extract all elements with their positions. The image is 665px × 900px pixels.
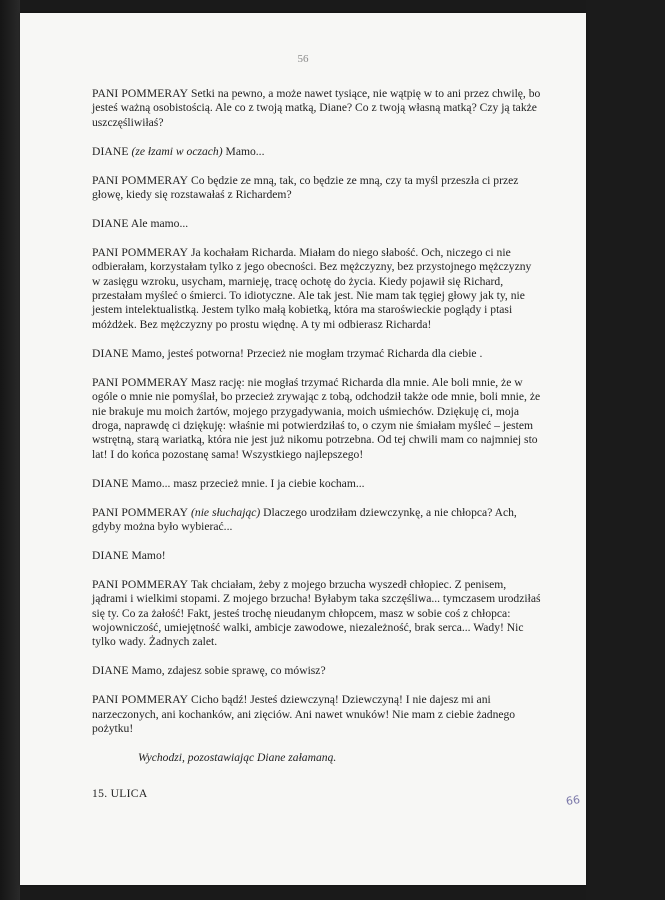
speaker-name: PANI POMMERAY	[92, 87, 189, 100]
speaker-name: DIANE	[92, 346, 129, 360]
dialogue-paragraph	[92, 217, 542, 231]
dialogue-body	[92, 87, 542, 816]
scan-right-strip	[586, 0, 665, 900]
dialogue-text: Mamo... masz przecież mnie. I ja ciebie kocham...	[131, 476, 365, 490]
dialogue-list	[92, 87, 542, 736]
stage-direction: Wychodzi, pozostawiając Diane załamaną.	[138, 750, 337, 764]
speaker-name: DIANE	[92, 144, 129, 158]
speaker-name: DIANE	[92, 216, 129, 230]
scene-heading: 15. ULICA	[92, 787, 148, 801]
archive-page-mark: 66	[565, 793, 581, 808]
dialogue-text: Cicho bądź! Jesteś dziewczyną! Dziewczyną! I nie dajesz mi ani narzeczonych, ani kochanków, ani zięciów. Ani nawet wnuków! Nie mam z ciebie żadnego pożytku!	[92, 693, 516, 735]
dialogue-paragraph	[92, 347, 542, 361]
document-page	[20, 13, 586, 885]
dialogue-text: Dlaczego urodziłam dziewczynkę, a nie chłopca? Ach, gdyby można było wybierać...	[92, 505, 517, 533]
dialogue-text: Ja kochałam Richarda. Miałam do niego słabość. Och, niczego ci nie odbierałam, korzystałam tylko z jego obecności. Bez mężczyzny, bez przystojnego mężczyzny w zasięgu wzroku, usycham, marnieję, tracę ochotę do życia. Kiedy pojawił się Richard, przestałam myśleć o śmierci. To idiotyczne. Ale tak jest. Nie mam tak tęgiej głowy jak ty, nie jestem intelektualistką. Jestem tylko małą kobietką, która ma staroświeckie poglądy i ptasi móżdżek. Bez mężczyzny po prostu więdnę. A ty mi odbierasz Richarda!	[92, 245, 532, 331]
speaker-name: PANI POMMERAY	[92, 693, 189, 707]
dialogue-text: Masz rację: nie mogłaś trzymać Richarda dla mnie. Ale boli mnie, że w ogóle o mnie nie pomyślał, bo przecież zrywając z tobą, odchodził także ode mnie, boli mnie, że nie brakuje mu moich żartów, mojego przygadywania, moich uśmiechów. Dziękuję ci, moja droga, naprawdę ci dziękuję: właśnie mi potwierdziłaś to, o czym nie śmiałam myśleć – jestem wstrętną, starą wariatką, która nie jest już nikomu potrzebna. Od tej chwili mam co najmniej sto lat! I do końca pozostanę sama! Wszystkiego najlepszego!	[92, 375, 541, 461]
speaker-name: DIANE	[92, 664, 129, 678]
page-number: 56	[297, 53, 309, 65]
dialogue-text: Mamo!	[131, 548, 166, 562]
speaker-name: PANI POMMERAY	[92, 505, 189, 519]
dialogue-paragraph	[92, 246, 542, 332]
speaker-name: PANI POMMERAY	[92, 173, 189, 187]
dialogue-paragraph	[92, 578, 542, 650]
dialogue-text: Tak chciałam, żeby z mojego brzucha wyszedł chłopiec. Z penisem, jądrami i wielkimi stopami. Z mojego brzucha! Byłabym taka szczęśliwa... tymczasem urodziłaś się ty. Co za żałość! Fakt, jesteś trochę nieudanym chłopcem, masz w sobie coś z chłopca: wojowniczość, umiejętność walki, ambicje zawodowe, niezależność, brak serca... Wady! Nic tylko wady. Żadnych zalet.	[92, 577, 541, 649]
speaker-name: DIANE	[92, 548, 129, 562]
dialogue-paragraph	[92, 549, 542, 563]
dialogue-paragraph	[92, 145, 542, 159]
inline-stage-direction: (ze łzami w oczach)	[131, 144, 223, 158]
dialogue-text: Ale mamo...	[130, 216, 189, 230]
dialogue-text: Setki na pewno, a może nawet tysiące, nie wątpię w to ani przez chwilę, bo jesteś ważną osobistością. Ale co z twoją matką, Diane? Co z twoją własną matką? Czy ją także uszczęśliwiłaś?	[92, 87, 541, 129]
dialogue-paragraph	[92, 87, 542, 130]
dialogue-paragraph	[92, 376, 542, 462]
dialogue-paragraph	[92, 693, 542, 736]
dialogue-text: Mamo...	[225, 144, 265, 158]
dialogue-text: Co będzie ze mną, tak, co będzie ze mną, czy ta myśl przeszła ci przez głowę, kiedy się rozstawałaś z Richardem?	[92, 173, 519, 202]
speaker-name: PANI POMMERAY	[92, 245, 189, 259]
scan-left-edge	[0, 0, 20, 900]
speaker-name: PANI POMMERAY	[92, 375, 189, 389]
dialogue-text: Mamo, zdajesz sobie sprawę, co mówisz?	[131, 664, 326, 678]
dialogue-paragraph	[92, 174, 542, 203]
speaker-name: DIANE	[92, 476, 129, 490]
dialogue-paragraph	[92, 664, 542, 678]
dialogue-text: Mamo, jesteś potworna! Przecież nie mogłam trzymać Richarda dla ciebie .	[131, 346, 483, 360]
inline-stage-direction: (nie słuchając)	[191, 505, 261, 519]
dialogue-paragraph	[92, 506, 542, 535]
dialogue-paragraph	[92, 477, 542, 491]
speaker-name: PANI POMMERAY	[92, 577, 189, 591]
